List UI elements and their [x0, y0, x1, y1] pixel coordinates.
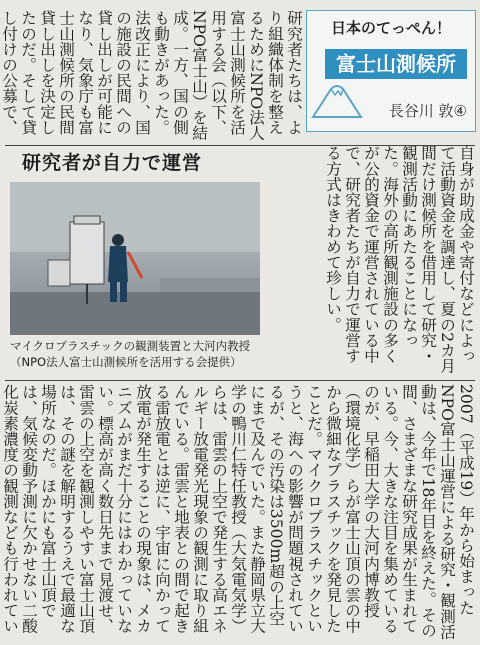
series-title: 富士山測候所 — [325, 49, 467, 79]
article-body-lower: 2007（平成19）年から始まったNPO富士山運営による研究・観測活動は、今年で18年目を終えた。その間、さまざまな研究成果が生まれている。今、大きな注目を集めているのが、早稲田大学の大河内博教授（環境化学）らが富士山頂の雲の中から微細なプラスチックを発見したことだ。マイクロプラスチックというと、海への影響が問題視されているが、その汚染は3500m超の上空にまで及んでいた。また静岡県立大学の鴨川仁特任教授（大気電気学）らは、雷雲の上空で発生する高エネルギー放電発光現象の観測に取り組んでいる。雷雲と地表との間で起きる雷放電とは逆に、宇宙に向かって放電が発生することの現象は、メカニズムがまだ十分にはわかっていない。標高が高く数日先まで見渡せ、雷雲の上空を観測しやすい富士山頂は、その謎を解明するうえで最適な場所なのだ。ほかにも富士山頂では、気候変動予測に欠かせない二酸化炭素濃度の観測なども行われてい — [1, 384, 475, 640]
author-byline: 長谷川 敦④ — [388, 102, 467, 120]
series-title-box — [306, 10, 476, 132]
photo-caption: マイクロプラスチックの観測装置と大河内教授（NPO法人富士山測候所を活用する会提供） — [10, 339, 251, 369]
article-body-top-right: 研究者たちは、より組織体制を整えるためにNPO法人富士山測候所を活用する会（以下、NPO富士山）を結成。一方、国の側も動きがあった。法改正により、国の施設の民間への貸し出しが可能になり、気象庁も富士山測候所の民間貸し出しを決定したのだ。そして貸し付けの公募で、 — [0, 10, 303, 141]
series-kicker: 日本のてっぺん！ — [330, 19, 451, 37]
article-body-middle-right: 自身が助成金や寄付などによって活動資金を調達し、夏の2カ月間だけ測候所を借用して研究・観測活動にあたることになった。海外の高所観測施設の多くが公的資金で運営されている中で、研究者たちが自力で運営する方式はきわめて珍しい。 — [324, 145, 475, 374]
column-rule — [5, 380, 475, 381]
article-photo — [10, 182, 260, 335]
article-headline: 研究者が自力で運営 — [22, 152, 203, 174]
mount-fuji-icon — [311, 79, 363, 119]
